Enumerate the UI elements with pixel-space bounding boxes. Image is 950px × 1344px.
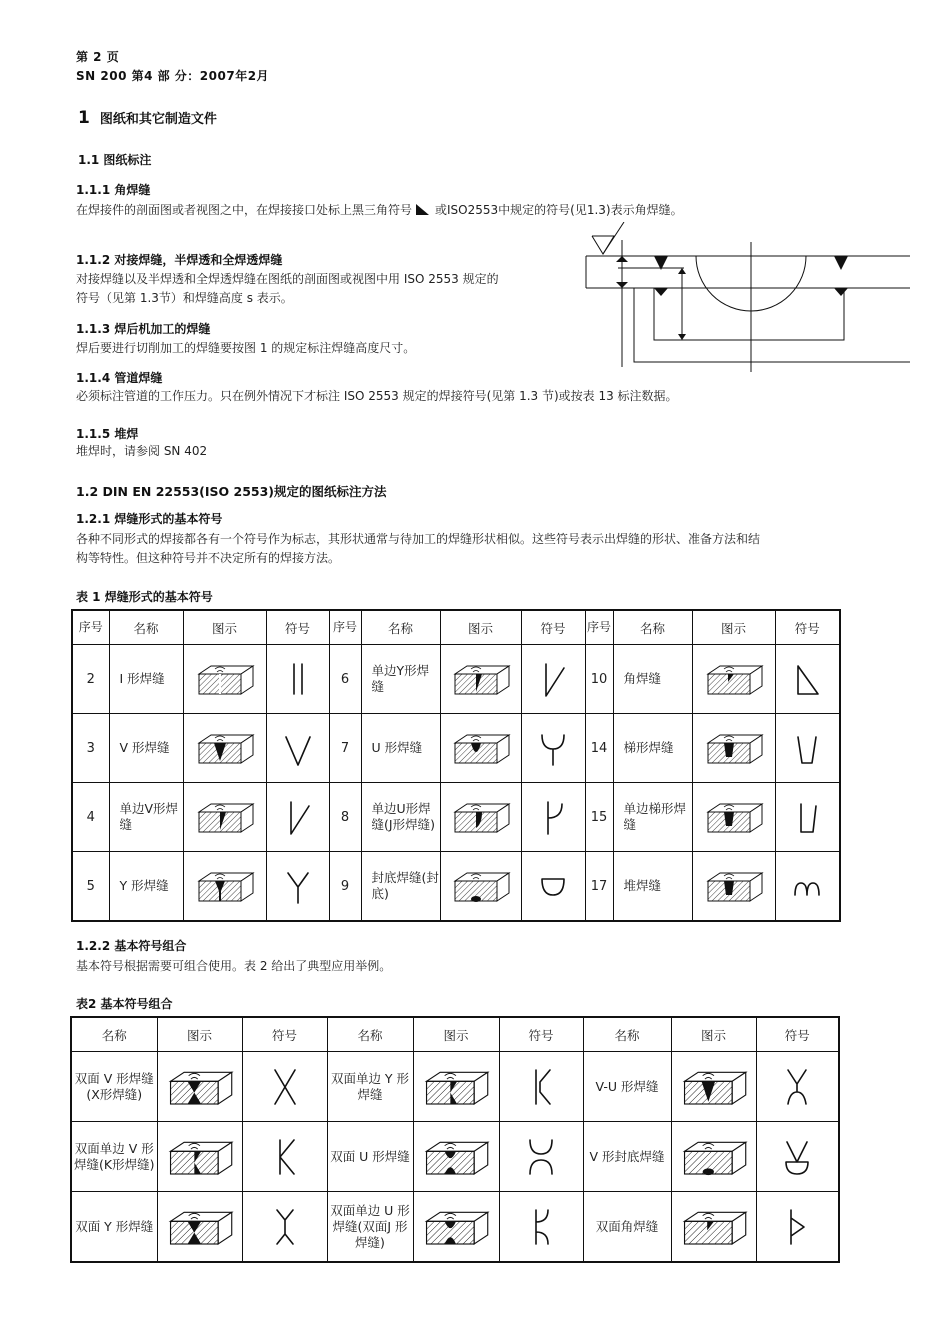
weld-joint-figure-icon [692,852,775,922]
weld-symbol-icon [242,1192,327,1263]
document-id: SN 200 第4 部 分：2007年2月 [76,69,270,83]
weld-symbol-icon [775,714,840,783]
weld-name: 角焊缝 [613,645,692,714]
table-row [71,1052,839,1122]
weld-name: I 形焊缝 [109,645,183,714]
weld-symbol-icon [521,645,585,714]
section-title: 图纸和其它制造文件 [99,112,217,127]
weld-symbol-icon [499,1052,583,1122]
header-fig: 图示 [413,1017,499,1052]
section-1-1-5-heading: 1.1.5 堆焊 [76,427,139,441]
table-row [72,714,840,783]
table-1-caption: 表 1 焊缝形式的基本符号 [76,590,213,604]
weld-joint-figure-icon [413,1192,499,1263]
weld-name: V 形焊缝 [109,714,183,783]
header-fig: 图示 [157,1017,242,1052]
weld-combo-name: 双面单边 V 形焊缝(K形焊缝) [71,1122,157,1192]
weld-symbol-icon [242,1052,327,1122]
weld-joint-figure-icon [183,783,266,852]
weld-joint-figure-icon [183,852,266,922]
header-sym: 符号 [266,610,329,645]
weld-symbol-icon [775,783,840,852]
table-row [72,852,840,922]
weld-symbol-icon [756,1052,839,1122]
header-name: 名称 [583,1017,671,1052]
section-number: 1 [78,108,90,128]
weld-joint-figure-icon [183,645,266,714]
weld-symbol-icon [266,714,329,783]
section-1-1-heading: 1.1 图纸标注 [78,153,152,167]
table-header-row [71,1017,839,1052]
weld-symbol-icon [499,1192,583,1263]
header-fig: 图示 [183,610,266,645]
table-row [72,645,840,714]
weld-joint-figure-icon [440,645,521,714]
weld-joint-figure-icon [157,1192,242,1263]
weld-combo-name: 双面角焊缝 [583,1192,671,1263]
weld-symbol-icon [266,645,329,714]
section-1-2-1-heading: 1.2.1 焊缝形式的基本符号 [76,512,223,526]
table-2 [70,1016,840,1263]
weld-joint-figure-icon [692,714,775,783]
weld-combo-name: V 形封底焊缝 [583,1122,671,1192]
section-1-1-2-line1: 对接焊缝以及半焊透和全焊透焊缝在图纸的剖面图或视图中用 ISO 2553 规定的 [76,272,499,286]
weld-number: 9 [329,852,361,922]
header-sym: 符号 [521,610,585,645]
weld-symbol-icon [499,1122,583,1192]
weld-symbol-icon [756,1192,839,1263]
section-1-heading [78,108,217,128]
weld-joint-figure-icon [183,714,266,783]
fillet-triangle-icon [416,204,429,215]
weld-name: U 形焊缝 [361,714,440,783]
section-1-1-1-heading: 1.1.1 角焊缝 [76,183,151,197]
weld-joint-figure-icon [440,783,521,852]
weld-joint-figure-icon [413,1122,499,1192]
weld-symbol-icon [775,645,840,714]
table-row [72,783,840,852]
header-name: 名称 [613,610,692,645]
weld-combo-name: 双面 U 形焊缝 [327,1122,413,1192]
weld-name: 封底焊缝(封底) [361,852,440,922]
weld-joint-figure-icon [671,1122,756,1192]
weld-symbol-icon [521,714,585,783]
weld-joint-figure-icon [440,852,521,922]
section-1-2-1-line1: 各种不同形式的焊接都各有一个符号作为标志，其形状通常与待加工的焊缝形状相似。这些符号表示出焊缝的形状、准备方法和结 [76,532,761,546]
section-1-2-2-heading: 1.2.2 基本符号组合 [76,939,187,953]
section-1-1-2-heading: 1.1.2 对接焊缝，半焊透和全焊透焊缝 [76,253,283,267]
weld-joint-figure-icon [157,1122,242,1192]
text-part-a: 在焊接件的剖面图或者视图之中，在焊接接口处标上黑三角符号 [76,203,413,217]
weld-joint-figure-icon [671,1192,756,1263]
weld-joint-figure-icon [440,714,521,783]
weld-name: 单边U形焊缝(J形焊缝) [361,783,440,852]
weld-symbol-icon [266,852,329,922]
weld-number: 15 [585,783,613,852]
section-1-1-3-text: 焊后要进行切削加工的焊缝要按图 1 的规定标注焊缝高度尺寸。 [76,341,416,355]
weld-number: 17 [585,852,613,922]
header-no: 序号 [72,610,109,645]
weld-name: 单边V形焊缝 [109,783,183,852]
weld-name: 梯形焊缝 [613,714,692,783]
weld-combo-name: V-U 形焊缝 [583,1052,671,1122]
header-no: 序号 [585,610,613,645]
page-number: 第 2 页 [76,50,120,64]
header-name: 名称 [327,1017,413,1052]
weld-symbol-icon [756,1122,839,1192]
weld-number: 10 [585,645,613,714]
header-no: 序号 [329,610,361,645]
weld-joint-figure-icon [692,645,775,714]
table-row [71,1122,839,1192]
weld-combo-name: 双面 Y 形焊缝 [71,1192,157,1263]
table-2-caption: 表2 基本符号组合 [76,997,173,1011]
weld-number: 8 [329,783,361,852]
weld-number: 4 [72,783,109,852]
header-name: 名称 [361,610,440,645]
weld-combo-name: 双面单边 Y 形焊缝 [327,1052,413,1122]
header-sym: 符号 [242,1017,327,1052]
section-1-1-4-text: 必须标注管道的工作压力。只在例外情况下才标注 ISO 2553 规定的焊接符号(见第 1.3 节)或按表 13 标注数据。 [76,389,678,403]
table-1 [71,609,841,922]
weld-number: 2 [72,645,109,714]
weld-joint-figure-icon [692,783,775,852]
header-sym: 符号 [775,610,840,645]
header-fig: 图示 [692,610,775,645]
table-header-row [72,610,840,645]
weld-joint-figure-icon [671,1052,756,1122]
weld-name: Y 形焊缝 [109,852,183,922]
weld-name: 堆焊缝 [613,852,692,922]
weld-combo-name: 双面 V 形焊缝(X形焊缝) [71,1052,157,1122]
weld-number: 3 [72,714,109,783]
weld-symbol-icon [521,852,585,922]
header-name: 名称 [71,1017,157,1052]
weld-name: 单边梯形焊缝 [613,783,692,852]
section-1-2-1-line2: 构等特性。但这种符号并不决定所有的焊接方法。 [76,551,341,565]
weld-joint-figure-icon [413,1052,499,1122]
section-1-1-3-heading: 1.1.3 焊后机加工的焊缝 [76,322,211,336]
section-1-2-heading: 1.2 DIN EN 22553(ISO 2553)规定的图纸标注方法 [76,484,387,499]
header-sym: 符号 [499,1017,583,1052]
table-row [71,1192,839,1263]
weld-number: 5 [72,852,109,922]
weld-name: 单边Y形焊缝 [361,645,440,714]
weld-number: 14 [585,714,613,783]
header-fig: 图示 [671,1017,756,1052]
section-1-1-5-text: 堆焊时，请参阅 SN 402 [76,444,208,458]
section-1-2-2-text: 基本符号根据需要可组合使用。表 2 给出了典型应用举例。 [76,959,392,973]
text-part-b: 或ISO2553中规定的符号(见1.3)表示角焊缝。 [435,203,683,217]
header-fig: 图示 [440,610,521,645]
weld-symbol-icon [521,783,585,852]
weld-joint-figure-icon [157,1052,242,1122]
section-1-1-2-line2: 符号（见第 1.3节）和焊缝高度 s 表示。 [76,291,293,305]
weld-number: 7 [329,714,361,783]
header-sym: 符号 [756,1017,839,1052]
weld-symbol-icon [242,1122,327,1192]
section-1-1-4-heading: 1.1.4 管道焊缝 [76,371,163,385]
machined-weld-drawing [584,222,914,372]
weld-combo-name: 双面单边 U 形焊缝(双面J 形焊缝) [327,1192,413,1263]
weld-number: 6 [329,645,361,714]
weld-symbol-icon [266,783,329,852]
weld-symbol-icon [775,852,840,922]
header-name: 名称 [109,610,183,645]
section-1-1-1-text [76,201,683,220]
